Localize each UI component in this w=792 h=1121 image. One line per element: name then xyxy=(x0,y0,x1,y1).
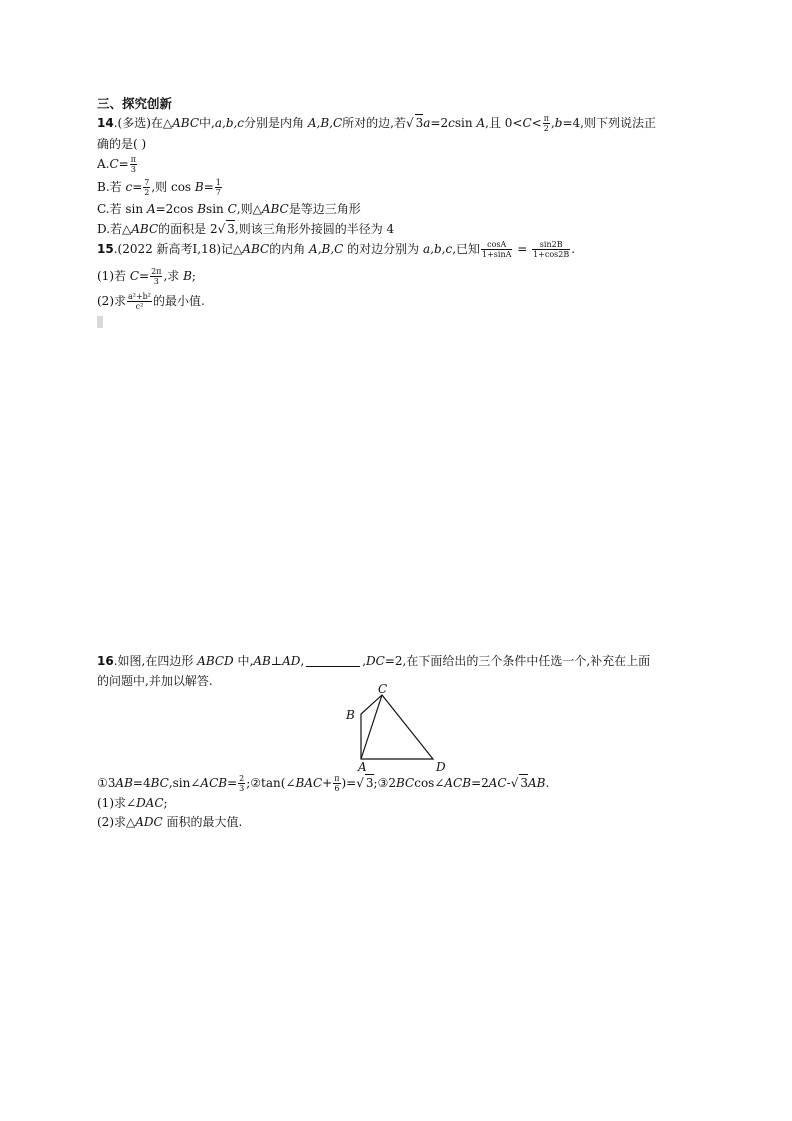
fraction: $\frac{2}{3}$ xyxy=(239,774,245,793)
section-title: 三、探究创新 xyxy=(97,96,173,111)
q14-option-d[interactable]: D.若△ABC的面积是 2√ 3,则该三角形外接圆的半径为 4 xyxy=(97,222,395,236)
q16-part2: (2)求△ADC 面积的最大值. xyxy=(97,815,243,829)
q15-number: 15 xyxy=(97,242,114,256)
answer-area-marker xyxy=(97,316,103,328)
fraction: $\frac{\pi}{3}$ xyxy=(130,155,136,174)
q15-stem: 15.(2022 新高考Ⅰ,18)记△ABC的内角 A,B,C 的对边分别为 a,b,c,已知 $\frac{\cos A}{1+\sin A}$ = $\frac{\sin 2B}{1+\cos 2B}$ . xyxy=(97,240,576,259)
q16-conditions: ①3AB=4BC,sin∠ACB= $\frac{2}{3}$ ;②tan(∠BAC+ $\frac{\pi}{6}$ )=√ 3;③2BCcos∠ACB=2AC-√ 3AB. xyxy=(97,774,550,793)
q15-part2: (2)求 $\frac{\text{a²+b²}}{\text{c²}}$ 的最小值. xyxy=(97,292,205,311)
fraction: $\frac{\pi}{2}$ xyxy=(543,114,549,133)
fraction: $\frac{\text{a²+b²}}{\text{c²}}$ xyxy=(128,292,152,311)
fraction: $\frac{\cos A}{1+\sin A}$ xyxy=(482,240,512,259)
fraction: $\frac{7}{2}$ xyxy=(144,178,150,197)
fraction: $\frac{\pi}{6}$ xyxy=(334,774,340,793)
q14-option-c[interactable]: C.若 sin A=2cos Bsin C,则△ABC是等边三角形 xyxy=(97,202,361,216)
q14-stem-line2: 确的是( ) xyxy=(97,137,147,151)
label-b: B xyxy=(346,708,355,722)
q14-option-a[interactable]: A.C= $\frac{\pi}{3}$ xyxy=(97,155,136,174)
q16-part1: (1)求∠DAC; xyxy=(97,796,168,810)
q15-part1: (1)若 C= $\frac{2\pi}{3}$ ,求 B; xyxy=(97,267,196,286)
q14-stem-line1: 14.(多选)在△ABC中,a,b,c分别是内角 A,B,C所对的边,若√ 3a=2csin A,且 0<C< $\frac{\pi}{2}$ ,b=4,则下列说法正 xyxy=(97,114,656,133)
q14-option-b[interactable]: B.若 c= $\frac{7}{2}$ ,则 cos B= $\frac{1}{7}$ xyxy=(97,178,221,197)
quadrilateral-figure xyxy=(340,684,450,772)
fraction: $\frac{\sin 2B}{1+\cos 2B}$ xyxy=(533,240,570,259)
q16-number: 16 xyxy=(97,654,114,668)
fraction: $\frac{1}{7}$ xyxy=(215,178,221,197)
fill-in-blank[interactable] xyxy=(306,654,360,667)
q14-number: 14 xyxy=(97,116,114,130)
q16-stem-line2: 的问题中,并加以解答. xyxy=(97,674,213,688)
q16-stem-line1: 16.如图,在四边形 ABCD 中,AB⊥AD, ,DC=2,在下面给出的三个条件中任选一个,补充在上面 xyxy=(97,654,651,668)
label-d: D xyxy=(436,760,446,772)
fraction: $\frac{2\pi}{3}$ xyxy=(151,267,162,286)
label-a: A xyxy=(358,760,367,772)
label-c: C xyxy=(378,684,388,696)
